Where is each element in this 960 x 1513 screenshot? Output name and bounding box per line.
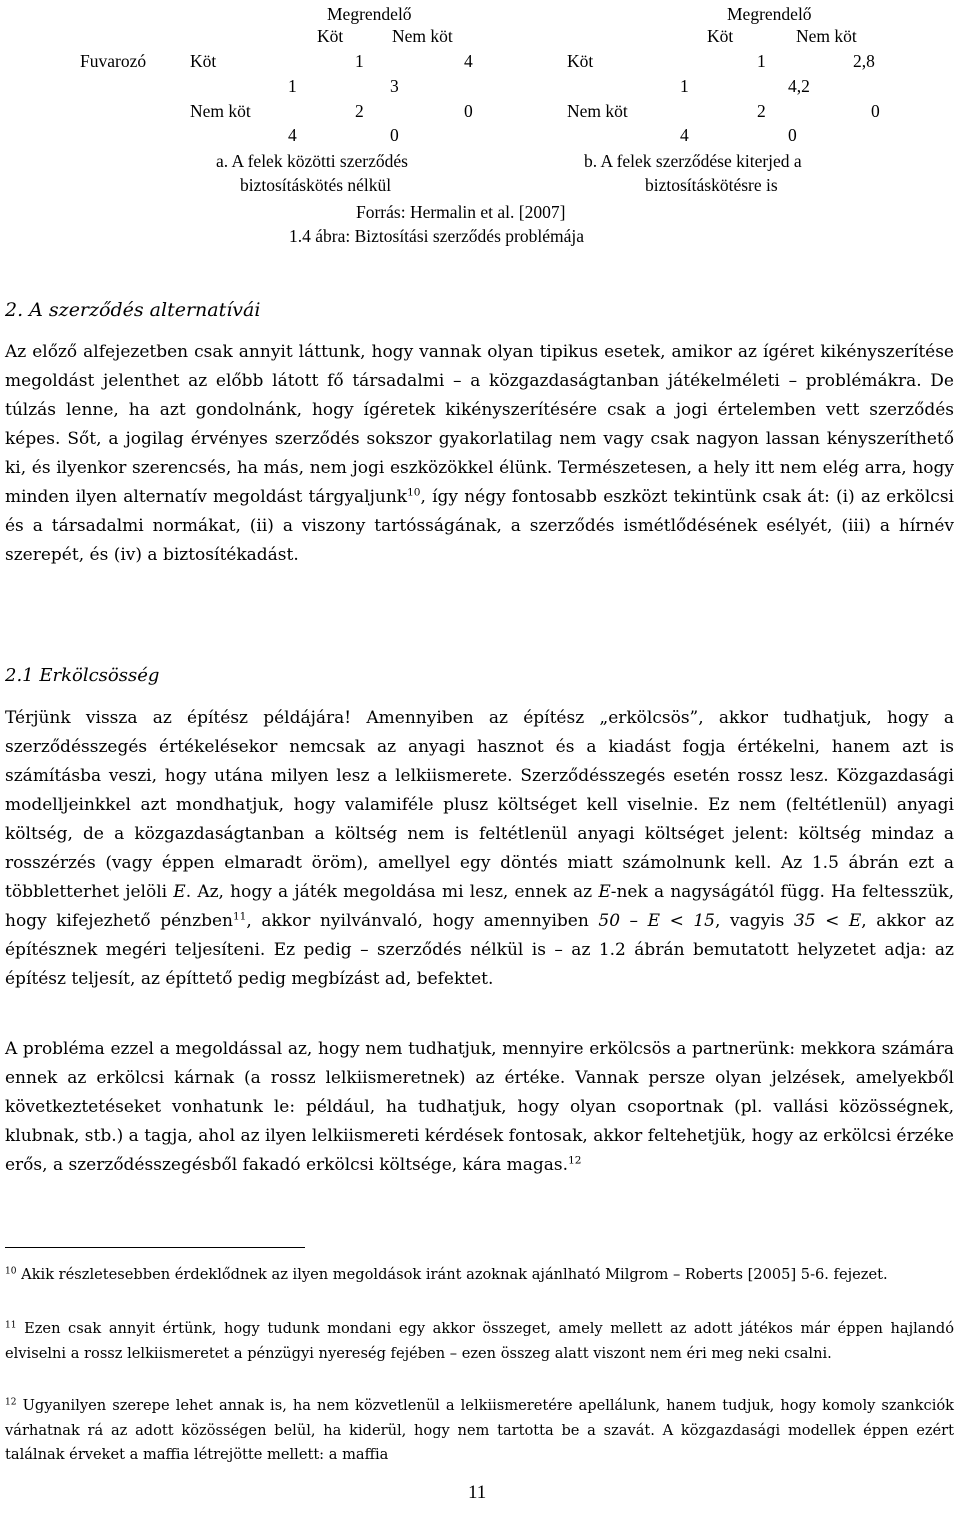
math-e: E	[598, 882, 611, 902]
left-row-kot: Köt	[190, 51, 217, 71]
section-2-heading: 2. A szerződés alternatívái	[5, 299, 261, 321]
footnote-ref-10: 10	[407, 486, 421, 499]
right-cell-kk-row: 1	[680, 76, 689, 96]
right-row-kot: Köt	[567, 51, 594, 71]
left-cell-kn-col: 4	[464, 51, 473, 71]
footnote-10	[5, 1263, 954, 1288]
right-cell-kn-row: 4,2	[788, 76, 810, 96]
math-e: E	[173, 882, 186, 902]
right-cell-kn-col: 2,8	[853, 51, 875, 71]
footnote-text: Akik részletesebben érdeklődnek az ilyen megoldások iránt azoknak ajánlható Milgrom – Roberts [2005] 5-6. fejezet.	[16, 1266, 888, 1283]
left-header-megrendelo: Megrendelő	[327, 4, 412, 24]
footnote-text: Ugyanilyen szerepe lehet annak is, ha nem közvetlenül a lelkiismeretére apellálunk, hanem tudjuk, hogy komoly szankciók várhatnak rá az adott közösségen belül, ha kiderül, hogy nem tartotta be a szavát. A közgazdasági modellek éppen ezért találnak érveket a maffia létrejötte mellett: a maffia	[5, 1397, 954, 1463]
footnote-number: 12	[5, 1397, 17, 1408]
left-cell-kn-row: 3	[390, 76, 399, 96]
footnote-11	[5, 1317, 954, 1366]
math-expression: 15	[693, 911, 715, 931]
left-header-kot: Köt	[317, 26, 344, 46]
right-row-nemkot: Nem köt	[567, 101, 628, 121]
para-text: Az előző alfejezetben csak annyit láttunk, hogy vannak olyan tipikus esetek, amikor az ígéret kikényszerítése megoldást jelenthet az előbb látott fő társadalmi – a közgazdaságtanban játékelméleti – problémákra. De túlzás lenne, ha azt gondolnánk, hogy ígéretek kikényszerítésére csak a jogi értelemben vett szerződés képes. Sőt, a jogilag érvényes szerződés sokszor gyakorlatilag nem vagy csak nagyon lassan kényszeríthető ki, és ilyenkor szerencsés, ha más, nem jogi eszközökkel élünk. Természetesen, a hely itt nem elég arra, hogy minden ilyen alternatív megoldást tárgyaljunk	[5, 342, 954, 507]
para-text: <	[660, 911, 694, 931]
footnote-text: Ezen csak annyit értünk, hogy tudunk mondani egy akkor összeget, amely mellett az adott játékos már éppen hajlandó elviselni a rossz lelkiismeretet a pénzügyi nyereség fejében – ezen összeg alatt viszont nem éri meg neki csalni.	[5, 1320, 954, 1362]
left-caption-line1: a. A felek közötti szerződés	[216, 151, 408, 171]
footnote-number: 11	[5, 1320, 17, 1331]
para-text: -nek a nagyságától függ. Ha feltesszük, hogy kifejezhető pénzben	[5, 882, 954, 931]
para-text: Térjünk vissza az építész példájára! Amennyiben az építész „erkölcsös”, akkor tudhatjuk, hogy a szerződésszegés értékelésekor nemcsak az anyagi hasznot és a kiadást fogja értékelni, hanem azt is számításba veszi, hogy utána milyen lesz a lelkiismerete. Szerződésszegés esetén rossz lesz. Közgazdasági modelljeinkkel azt mondhatjuk, hogy valamiféle plusz költséget kell viselnie. Ez nem (feltétlenül) anyagi költség, de a közgazdaságtanban a költség nem is feltétlenül anyagi költséget jelent: költség mindaz a rosszérzés (vagy éppen elmaradt öröm), amellyel egy döntés miatt számolnunk kell. Az 1.5 ábrán ezt a többletterhet jelöli	[5, 708, 954, 902]
right-cell-nk-row: 4	[680, 125, 689, 145]
para-text: , akkor nyilvánvaló, hogy amennyiben	[246, 911, 599, 931]
section-2-paragraph	[5, 338, 954, 570]
section-2-1-heading: 2.1 Erkölcsösség	[5, 665, 160, 686]
footnote-ref-12: 12	[568, 1154, 582, 1167]
left-cell-nk-col: 2	[355, 101, 364, 121]
left-row-nemkot: Nem köt	[190, 101, 251, 121]
footnote-ref-11: 11	[232, 910, 247, 923]
math-expression: 50 – E	[598, 911, 661, 931]
footnote-separator	[5, 1247, 305, 1248]
figure-title: 1.4 ábra: Biztosítási szerződés problémája	[289, 226, 584, 246]
right-header-kot: Köt	[707, 26, 734, 46]
para-text: , így négy fontosabb eszközt tekintünk csak át: (i) az erkölcsi és a társadalmi normákat, (ii) a viszony tartósságának, a szerződés ismétlődésének esélyét, (iii) a hírnév szerepét, és (iv) a biztosítékadást.	[5, 487, 954, 565]
left-header-nemkot: Nem köt	[392, 26, 453, 46]
left-cell-kk-row: 1	[288, 76, 297, 96]
para-text: . Az, hogy a játék megoldása mi lesz, ennek az	[185, 882, 599, 902]
right-cell-nk-col: 2	[757, 101, 766, 121]
left-cell-nn-col: 0	[464, 101, 473, 121]
math-expression: E	[848, 911, 862, 931]
para-text: A probléma ezzel a megoldással az, hogy nem tudhatjuk, mennyire erkölcsös a partnerünk: mekkora számára ennek az erkölcsi kárnak (a rossz lelkiismeretnek) az értéke. Vannak persze olyan jelzések, amelyekből következtetéseket vonhatunk le: például, ha tudhatjuk, hogy olyan csoportnak (pl. vallási közösségnek, klubnak, stb.) a tagja, ahol az ilyen lelkiismereti kérdések fontosak, akkor feltehetjük, hogy az erkölcsi érzéke erős, a szerződésszegésből fakadó erkölcsi költsége, kára magas.	[5, 1039, 954, 1175]
left-cell-kk-col: 1	[355, 51, 364, 71]
para-text: , akkor az építésznek megéri teljesíteni. Ez pedig – szerződés nélkül is – az 1.2 ábrán bemutatott helyzetet adja: az építész teljesít, az építtető pedig megbízást ad, befektet.	[5, 911, 954, 989]
right-caption-line1: b. A felek szerződése kiterjed a	[584, 151, 802, 171]
page-number: 11	[468, 1482, 487, 1503]
left-row-fuvarozo: Fuvarozó	[80, 51, 147, 71]
footnote-12	[5, 1394, 954, 1468]
para-text: , vagyis	[715, 911, 794, 931]
right-cell-nn-row: 0	[788, 125, 797, 145]
right-header-megrendelo: Megrendelő	[727, 4, 812, 24]
math-expression: 35	[793, 911, 816, 931]
section-2-1-paragraph-1	[5, 704, 954, 994]
section-2-1-paragraph-2	[5, 1035, 954, 1180]
left-cell-nk-row: 4	[288, 125, 297, 145]
left-caption-line2: biztosításkötés nélkül	[240, 175, 392, 195]
figure-source: Forrás: Hermalin et al. [2007]	[356, 202, 566, 222]
para-text: <	[815, 911, 849, 931]
left-cell-nn-row: 0	[390, 125, 399, 145]
right-caption-line2: biztosításkötésre is	[645, 175, 778, 195]
right-cell-nn-col: 0	[871, 101, 880, 121]
right-cell-kk-col: 1	[757, 51, 766, 71]
right-header-nemkot: Nem köt	[796, 26, 857, 46]
footnote-number: 10	[5, 1266, 17, 1277]
